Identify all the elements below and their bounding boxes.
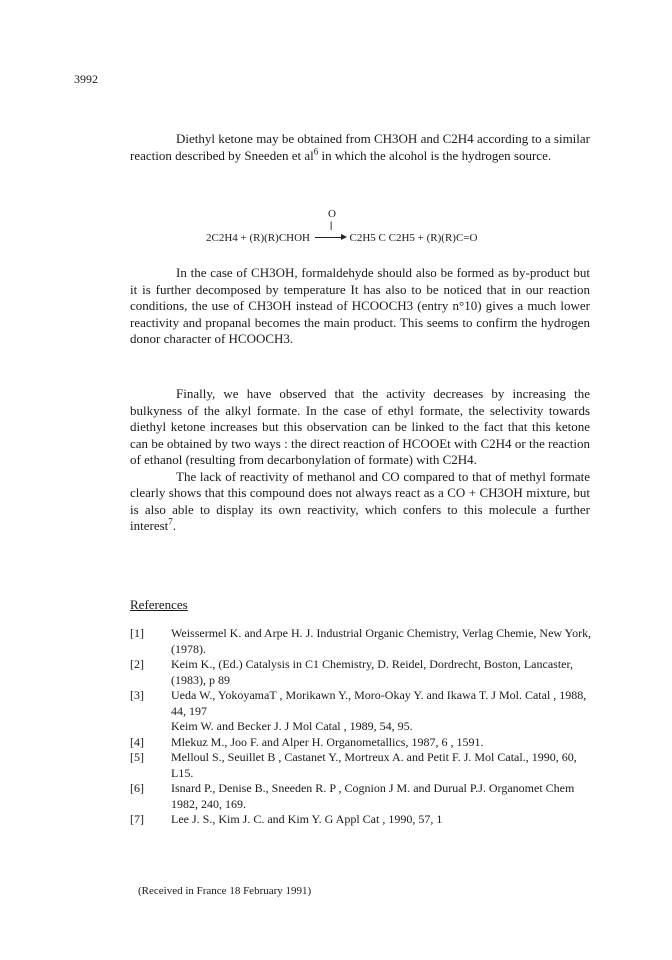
reactant-ethylene: 2C2H4 xyxy=(206,232,238,244)
plus-sign: + xyxy=(240,232,247,244)
reaction-line xyxy=(206,232,477,244)
reference-number: [1] xyxy=(130,626,144,640)
reference-text: Weissermel K. and Arpe H. J. Industrial Organic Chemistry, Verlag Chemie, New York, (1978). xyxy=(171,626,592,656)
reaction-arrow-icon xyxy=(315,237,345,238)
reference-item xyxy=(130,719,600,735)
reference-number xyxy=(130,719,171,735)
reference-item xyxy=(130,735,600,751)
reference-text: Ueda W., YokoyamaT , Morikawn Y., Moro-Okay Y. and Ikawa T. J Mol. Catal , 1988, 44, 197 xyxy=(171,688,587,718)
paragraph-diethyl-ketone xyxy=(130,131,590,164)
references-heading: References xyxy=(130,597,188,612)
paragraph-1-text-end: in which the alcohol is the hydrogen source. xyxy=(318,147,552,163)
paragraph-4-text-end: . xyxy=(172,518,177,533)
reference-number: [7] xyxy=(130,812,144,826)
plus-sign: + xyxy=(417,232,424,244)
reference-text: Melloul S., Seuillet B , Castanet Y., Mortreux A. and Petit F. J. Mol Catal., 1990, 60, L15. xyxy=(171,750,577,780)
citation-superscript: 6 xyxy=(313,146,319,157)
reference-item xyxy=(130,781,600,812)
paragraph-activity: Finally, we have observed that the activity decreases by increasing the bulkyness of the alkyl formate. In the case of ethyl formate, the selectivity towards diethyl ketone increases but this observation can be linked to the fact that this ketone can be obtained by two ways : the direct reaction of HCOOEt with C2H4 or the reaction of ethanol (resulting from decarbonylation of formate) with C2H4. xyxy=(130,386,590,467)
reference-number: [6] xyxy=(130,781,144,795)
reference-number: [2] xyxy=(130,657,144,671)
reference-text: Isnard P., Denise B., Sneeden R. P , Cognion J M. and Durual P.J. Organomet Chem 1982, 240, 169. xyxy=(171,781,575,811)
reaction-equation xyxy=(206,208,546,248)
reference-number: [3] xyxy=(130,688,144,702)
reference-text: Keim K., (Ed.) Catalysis in C1 Chemistry, D. Reidel, Dordrecht, Boston, Lancaster, (1983), p 89 xyxy=(171,657,573,687)
paragraph-reactivity xyxy=(130,469,590,535)
reference-item xyxy=(130,688,600,719)
paragraph-1-text: Diethyl ketone may be obtained from CH3OH and C2H4 according to a similar reaction described by Sneeden et al xyxy=(130,131,590,163)
reference-item xyxy=(130,657,600,688)
reference-item xyxy=(130,750,600,781)
body-text-middle xyxy=(130,265,590,348)
received-note: (Received in France 18 February 1991) xyxy=(138,885,312,897)
citation-superscript: 7 xyxy=(168,516,173,527)
carbonyl-double-bond: || xyxy=(330,220,332,230)
reference-text: Lee J. S., Kim J. C. and Kim Y. G Appl Cat , 1990, 57, 1 xyxy=(171,812,443,826)
reactant-alcohol: (R)(R)CHOH xyxy=(249,232,310,244)
body-text-lower xyxy=(130,386,590,535)
reference-item xyxy=(130,626,600,657)
paragraph-4-text: The lack of reactivity of methanol and CO compared to that of methyl formate clearly shows that this compound does not always react as a CO + CH3OH mixture, but is also able to display its own reactivity, which confers to this molecule a further interest xyxy=(130,468,590,533)
product-carbonyl: (R)(R)C=O xyxy=(426,232,478,244)
reference-text: Mlekuz M., Joo F. and Alper H. Organometallics, 1987, 6 , 1591. xyxy=(171,734,484,749)
reference-item xyxy=(130,812,600,828)
carbonyl-oxygen: O xyxy=(328,208,336,220)
references-list xyxy=(130,626,600,828)
reference-number: [4] xyxy=(130,734,144,749)
product-diethyl-ketone: C2H5 C C2H5 xyxy=(349,232,415,244)
reference-text: Keim W. and Becker J. J Mol Catal , 1989, 54, 95. xyxy=(171,719,413,733)
paragraph-formaldehyde: In the case of CH3OH, formaldehyde should also be formed as by-product but it is further decomposed by temperature It has also to be noticed that in our reaction conditions, the use of CH3OH instead of HCOOCH3 (entry n°10) gives a much lower reactivity and propanal becomes the main product. This seems to confirm the hydrogen donor character of HCOOCH3. xyxy=(130,265,590,346)
body-text-upper xyxy=(130,131,590,164)
page-number: 3992 xyxy=(74,72,98,86)
reference-number: [5] xyxy=(130,750,144,764)
